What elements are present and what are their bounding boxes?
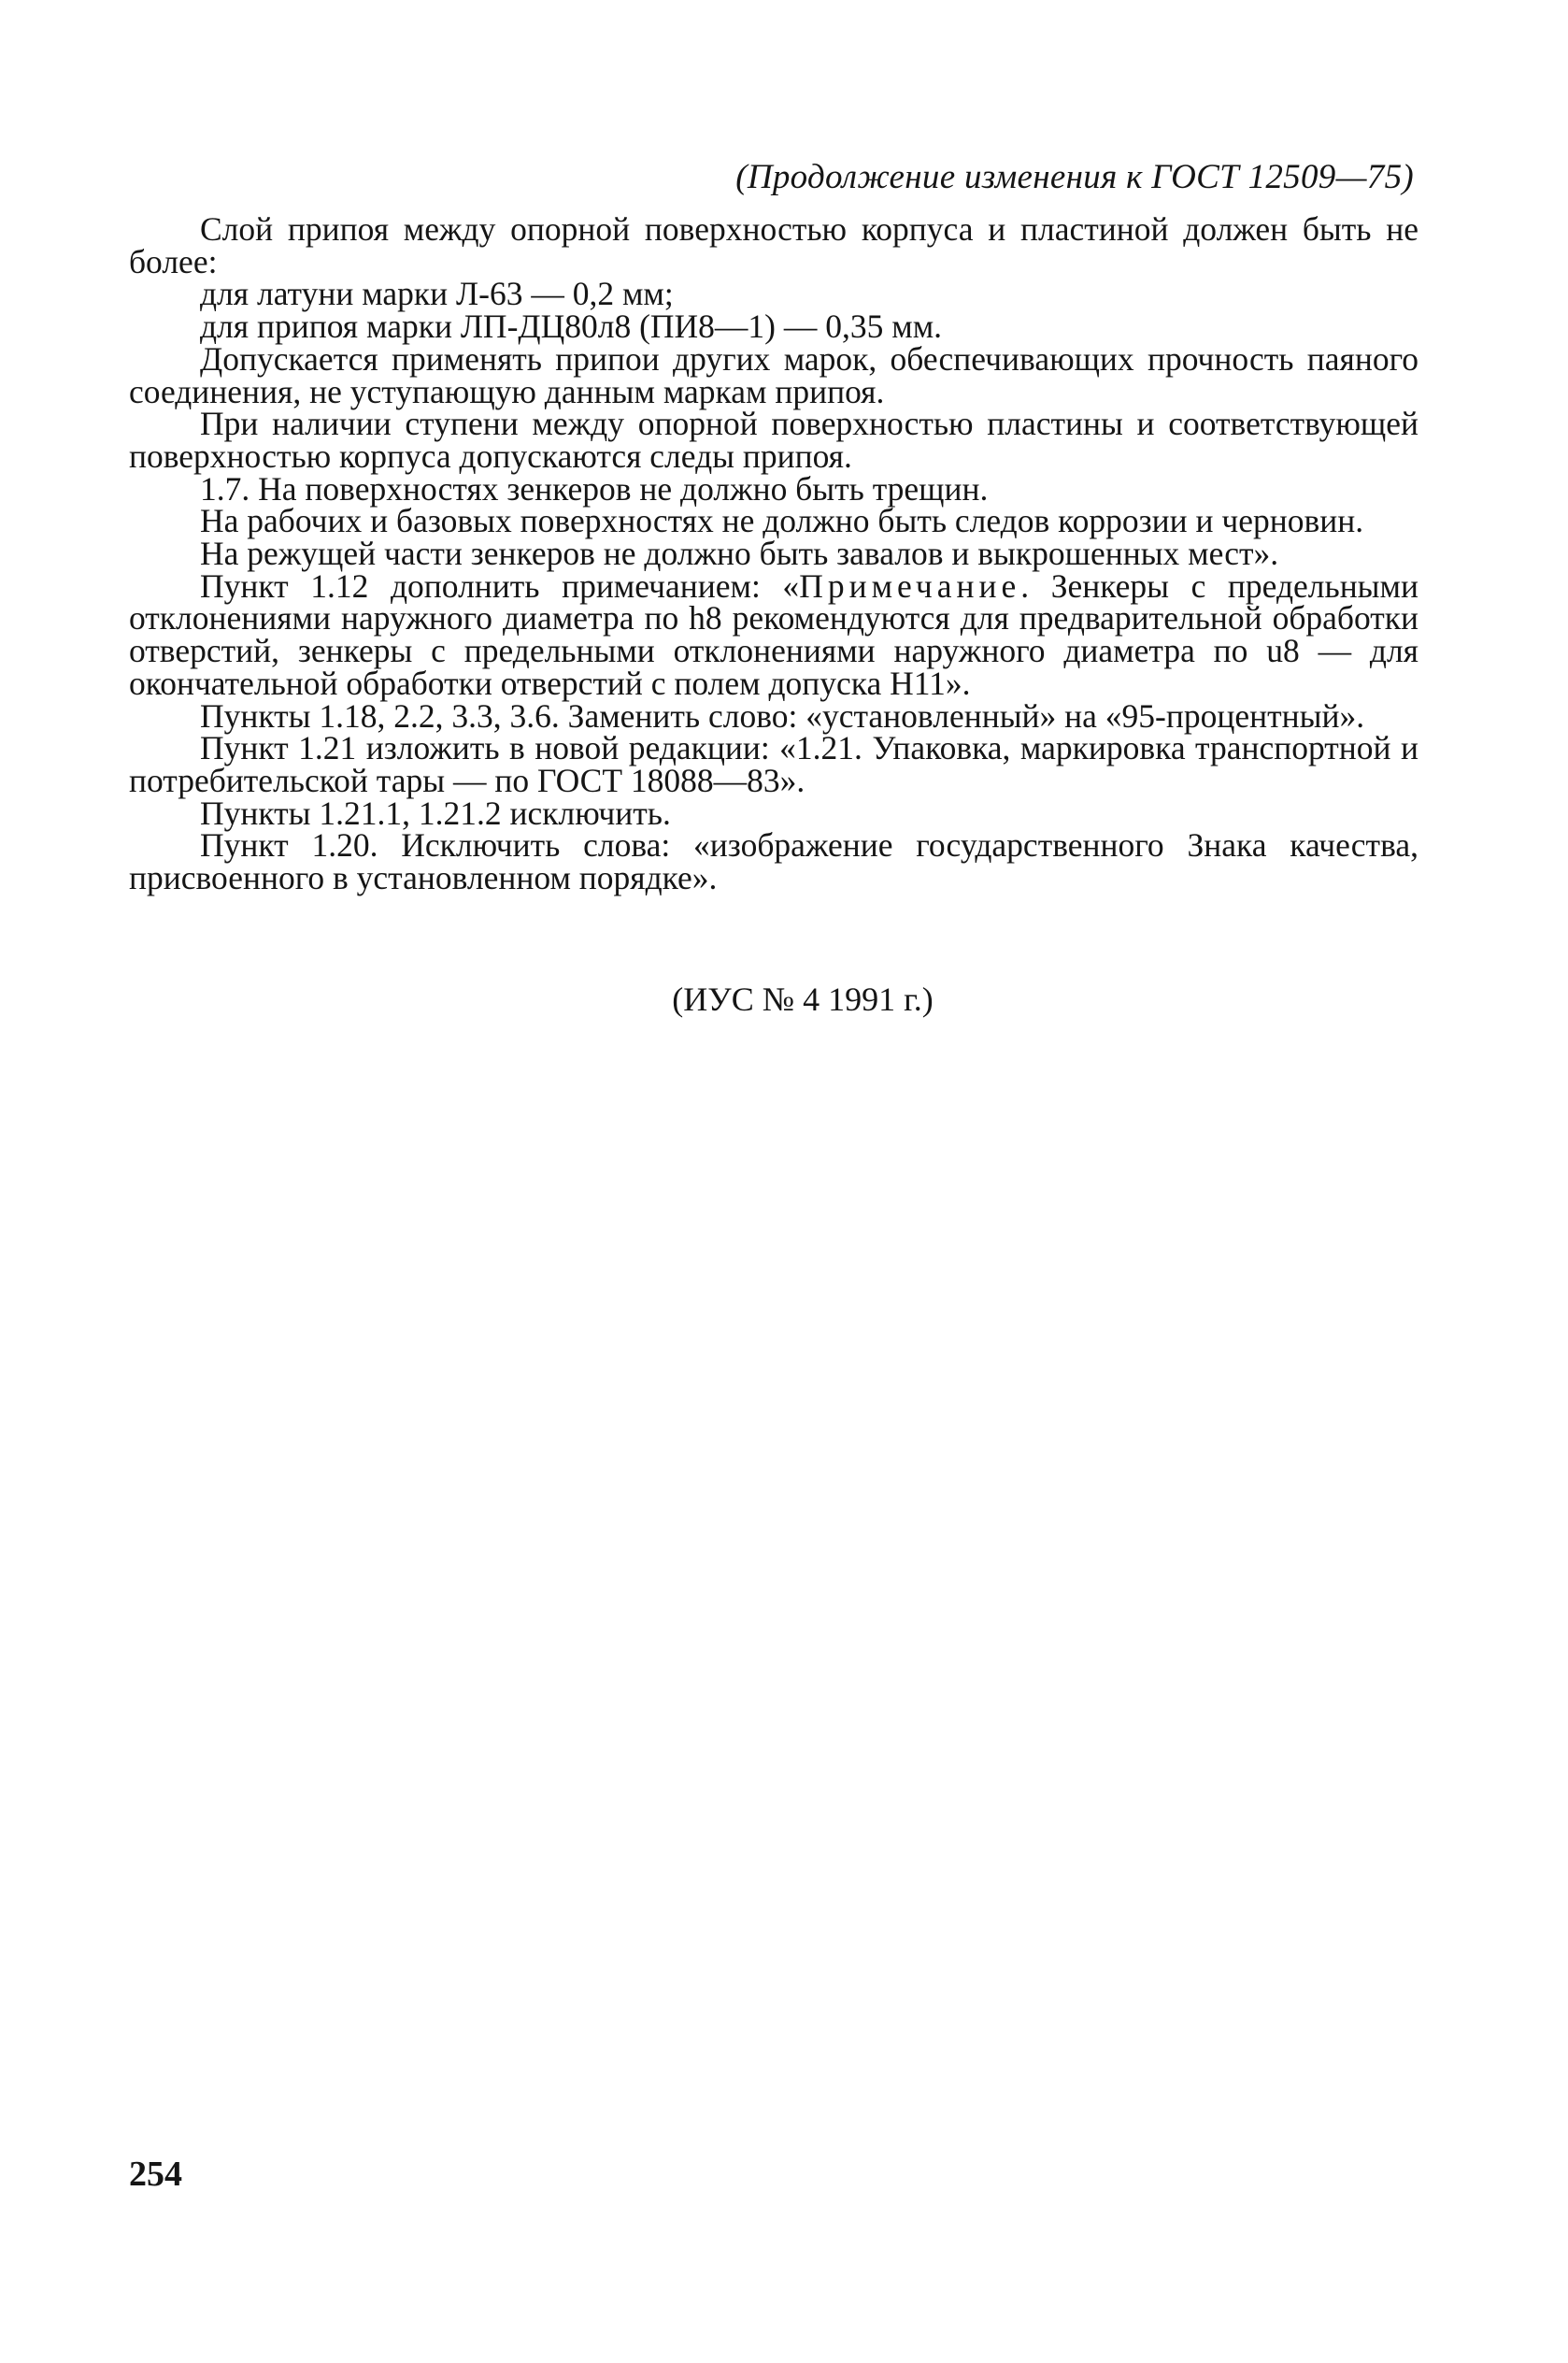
paragraph: Допускается применять припои других марок, обеспечивающих прочность паяного соединения, не уступающую данным маркам припоя. bbox=[129, 339, 1418, 410]
paragraph: Слой припоя между опорной поверхностью корпуса и пластиной должен быть не более: bbox=[129, 210, 1418, 280]
paragraph: для припоя марки ЛП-ДЦ80л8 (ПИ8—1) — 0,35 мм. bbox=[200, 308, 943, 346]
page-number: 254 bbox=[129, 2155, 182, 2194]
paragraph bbox=[129, 566, 1419, 702]
paragraph: На рабочих и базовых поверхностях не должно быть следов коррозии и черновин. bbox=[200, 502, 1364, 540]
paragraph: На режущей части зенкеров не должно быть завалов и выкрошенных мест». bbox=[200, 535, 1279, 573]
source-reference: (ИУС № 4 1991 г.) bbox=[672, 981, 934, 1018]
page-header: (Продолжение изменения к ГОСТ 12509—75) bbox=[735, 158, 1414, 196]
paragraph-text: . Зенкеры с предельными отклонениями наружного диаметра по h8 рекомендуются для предварительной обработки отверстий, зенкеры с предельными отклонениями наружного диаметра по u8 — для окончательной обработки отверстий с полем допуска H11». bbox=[129, 566, 1419, 702]
paragraph: Пункты 1.18, 2.2, 3.3, 3.6. Заменить слово: «установленный» на «95-процентный». bbox=[200, 696, 1365, 735]
paragraph: Пункт 1.21 изложить в новой редакции: «1.21. Упаковка, маркировка транспортной и потребительской тары — по ГОСТ 18088—83». bbox=[129, 729, 1418, 799]
paragraph: для латуни марки Л-63 — 0,2 мм; bbox=[200, 275, 674, 313]
paragraph-text: Пункт 1.12 дополнить примечанием: « bbox=[200, 566, 800, 605]
paragraph: При наличии ступени между опорной поверхностью пластины и соответствующей поверхностью корпуса допускаются следы припоя. bbox=[129, 405, 1418, 475]
note-label: Примечание bbox=[799, 566, 1021, 605]
paragraph: Пункты 1.21.1, 1.21.2 исключить. bbox=[200, 794, 671, 832]
paragraph: 1.7. На поверхностях зенкеров не должно быть трещин. bbox=[200, 469, 989, 508]
paragraph: Пункт 1.20. Исключить слова: «изображение государственного Знака качества, присвоенного в установленном порядке». bbox=[129, 826, 1418, 897]
body-text bbox=[129, 210, 1419, 897]
